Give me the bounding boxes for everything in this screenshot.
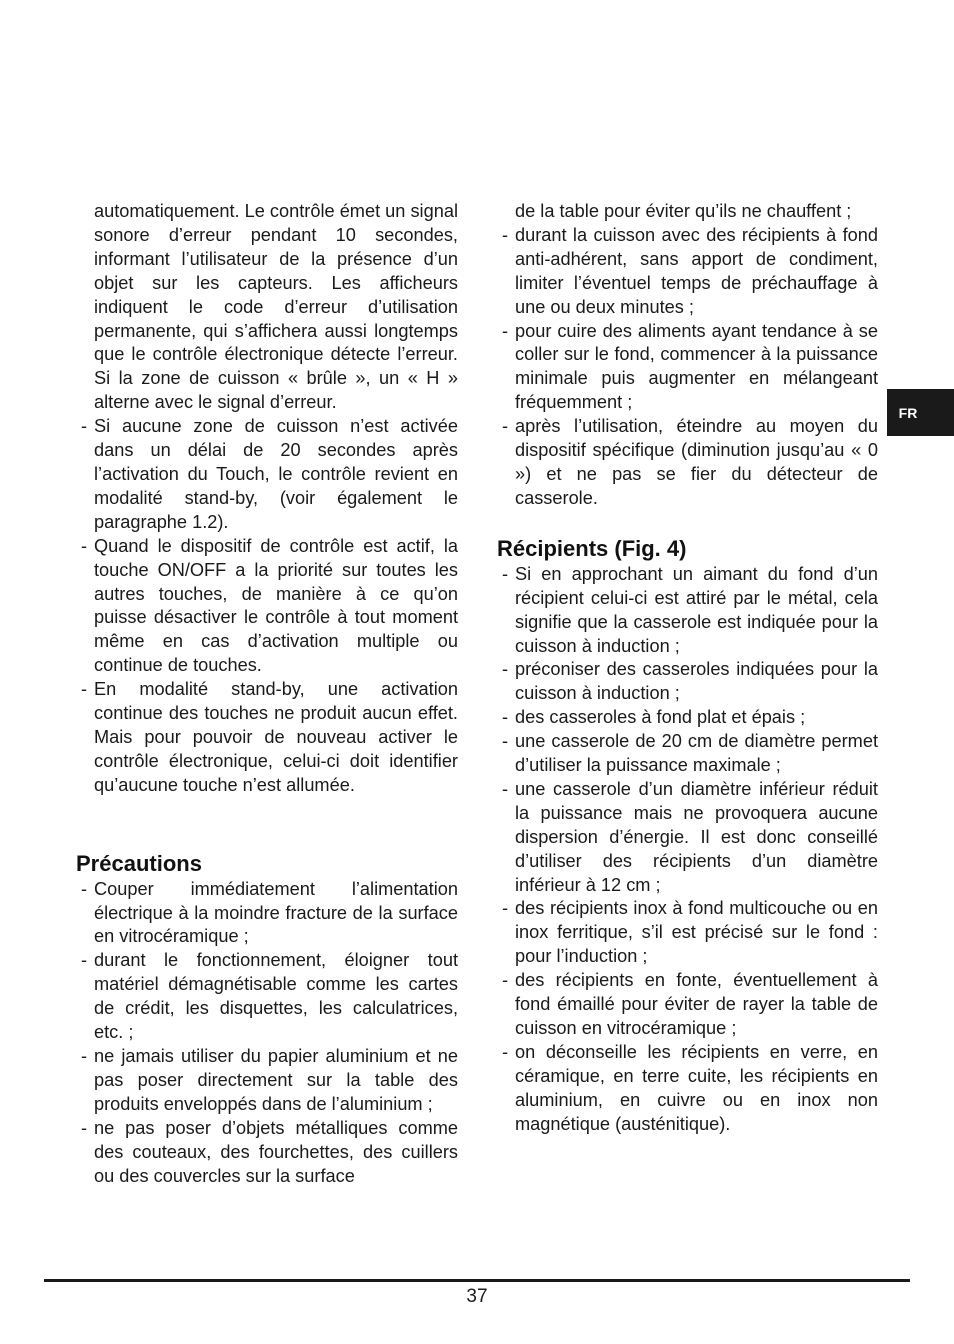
page-number: 37 [466, 1286, 488, 1307]
list-item: - des récipients inox à fond multicouche ou en inox ferritique, s’il est précisé sur le fond : pour l’induction ; [502, 898, 878, 967]
list-item: - durant le fonctionnement, éloigner tout matériel démagnétisable comme les cartes de crédit, les disquettes, les calculatrices, etc. ; [81, 950, 458, 1043]
precautions-list [76, 878, 458, 1189]
list-item: - préconiser des casseroles indiquées pour la cuisson à induction ; [502, 659, 878, 704]
right-column [497, 200, 878, 1137]
continuation-text: de la table pour éviter qu’ils ne chauffent ; [515, 201, 852, 221]
intro-paragraph: automatiquement. Le contrôle émet un signal sonore d’erreur pendant 10 secondes, informant l’utilisateur de la présence d’un objet sur les capteurs. Les afficheurs indiquent le code d’erreur d’utilisation permanente, qui s’affichera aussi longtemps que le contrôle électronique détecte l’erreur. Si la zone de cuisson « brûle », un « H » alterne avec le signal d’erreur. [94, 201, 458, 413]
list-item: - après l’utilisation, éteindre au moyen du dispositif spécifique (diminution jusqu’au « 0 ») et ne pas se fier du détecteur de casserole. [502, 416, 878, 508]
list-item: - ne jamais utiliser du papier aluminium et ne pas poser directement sur la table des produits enveloppés dans de l’aluminium ; [81, 1046, 458, 1114]
list-item: - Couper immédiatement l’alimentation électrique à la moindre fracture de la surface en vitrocéramique ; [81, 878, 458, 947]
recipients-heading: Récipients (Fig. 4) [497, 535, 687, 561]
list-item: - des casseroles à fond plat et épais ; [502, 707, 806, 728]
footer-divider [44, 1279, 910, 1282]
list-item: - pour cuire des aliments ayant tendance à se coller sur le fond, commencer à la puissance minimale puis augmenter en mélangeant fréquemment ; [502, 320, 878, 413]
recipients-list [497, 563, 878, 1137]
list-item: - une casserole d’un diamètre inférieur réduit la puissance mais ne provoquera aucune dispersion d’énergie. Il est donc conseillé d’utiliser des récipients d’un diamètre inférieur à 12 cm ; [502, 778, 878, 895]
list-item: - ne pas poser d’objets métalliques comme des couteaux, des fourchettes, des cuillers ou des couvercles sur la surface [81, 1117, 458, 1186]
language-tab: FR [887, 389, 954, 436]
control-items-list [76, 415, 458, 798]
left-column [76, 200, 458, 1188]
list-item: - Quand le dispositif de contrôle est actif, la touche ON/OFF a la priorité sur toutes les autres touches, de manière à ce qu’on puisse désactiver le contrôle à tout moment même en cas d’activation multiple ou continue de touches. [81, 535, 458, 676]
list-item: - des récipients en fonte, éventuellement à fond émaillé pour éviter de rayer la table de cuisson en vitrocéramique ; [502, 970, 878, 1038]
list-item: - on déconseille les récipients en verre, en céramique, en terre cuite, les récipients en aluminium, en cuivre ou en inox non magnétique (austénitique). [502, 1041, 878, 1134]
precautions-continued-list [497, 224, 878, 511]
list-item: - En modalité stand-by, une activation continue des touches ne produit aucun effet. Mais pour pouvoir de nouveau activer le contrôle électronique, celui-ci doit identifier qu’aucune touche n’est allumée. [81, 679, 458, 795]
list-item: - Si aucune zone de cuisson n’est activée dans un délai de 20 secondes après l’activation du Touch, le contrôle revient en modalité stand-by, (voir également le paragraphe 1.2). [81, 416, 458, 532]
list-item: - une casserole de 20 cm de diamètre permet d’utiliser la puissance maximale ; [502, 731, 878, 776]
list-item: - durant la cuisson avec des récipients à fond anti-adhérent, sans apport de condiment, limiter l’éventuel temps de préchauffage à une ou deux minutes ; [502, 224, 878, 317]
list-item: - Si en approchant un aimant du fond d’un récipient celui-ci est attiré par le métal, cela signifie que la casserole est indiquée pour la cuisson à induction ; [502, 563, 878, 656]
precautions-heading: Précautions [76, 850, 202, 876]
